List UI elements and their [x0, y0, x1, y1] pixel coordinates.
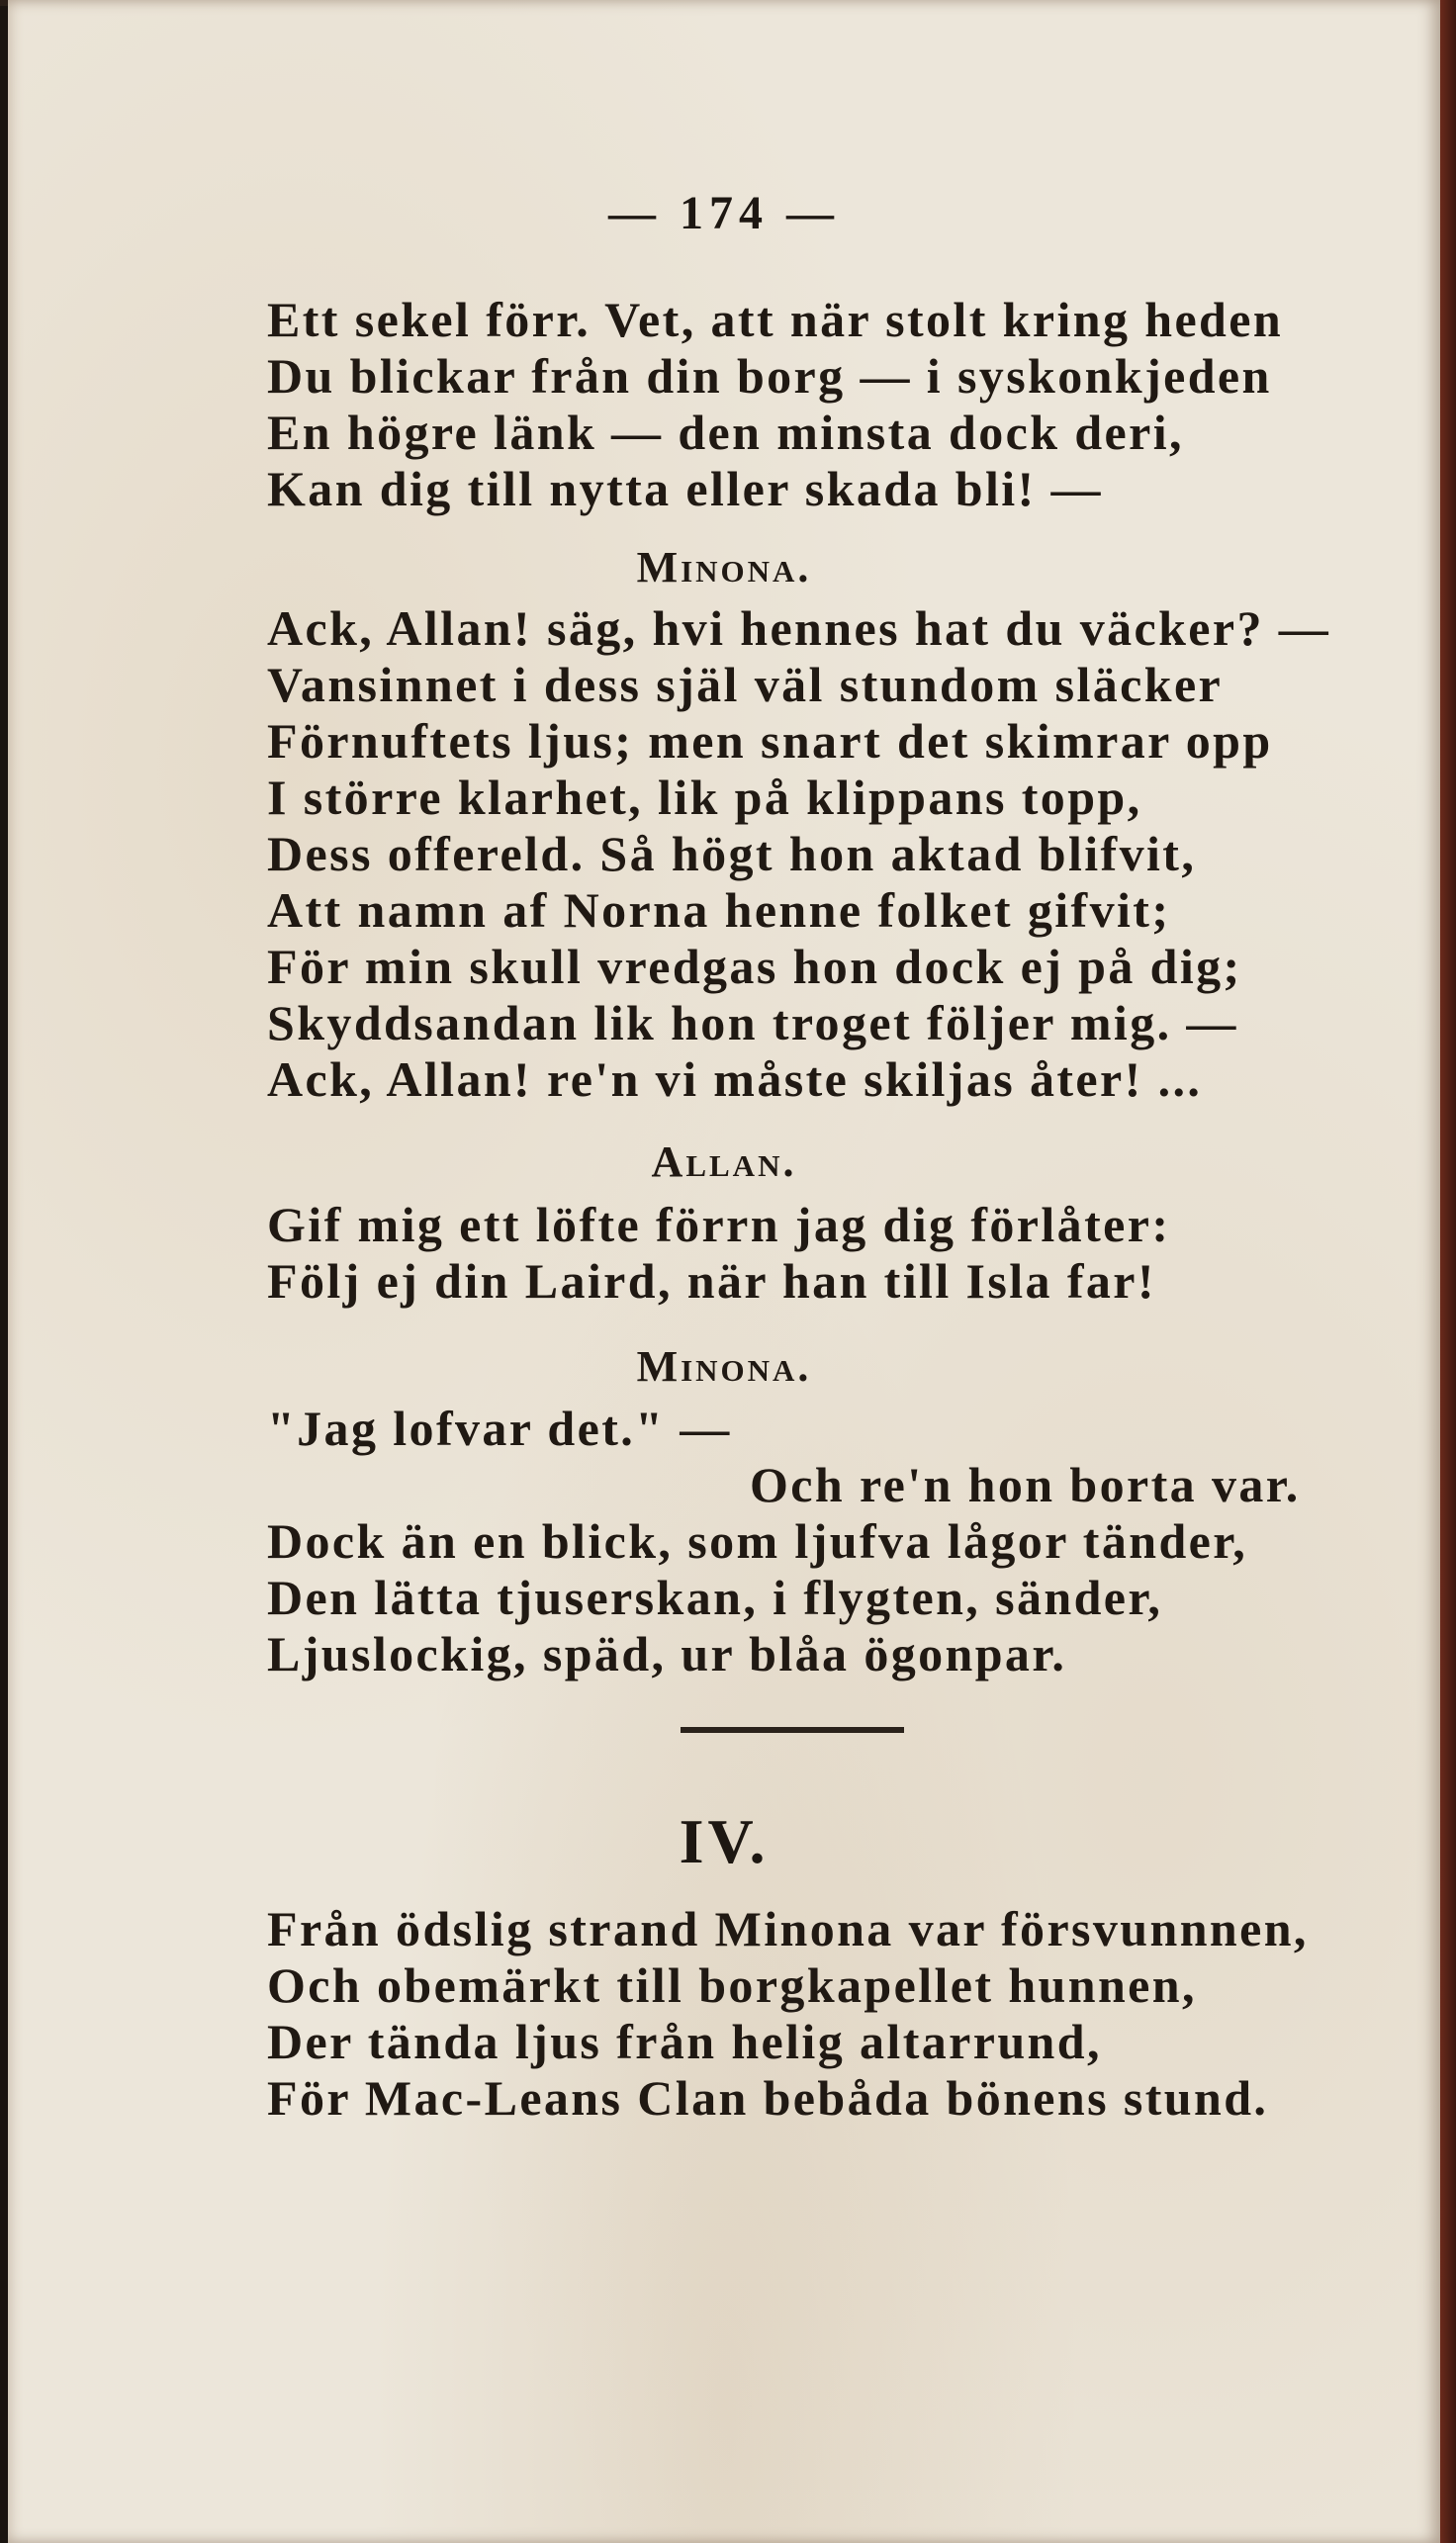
verse-line: Vansinnet i dess själ väl stundom släcker — [267, 657, 1224, 712]
verse-line: Kan dig till nytta eller skada bli! — — [267, 461, 1103, 516]
verse-line: Gif mig ett löfte förrn jag dig förlåter: — [267, 1197, 1171, 1252]
speaker-name: Minona. — [636, 1342, 812, 1391]
verse-line: Den lätta tjuserskan, i flygten, sänder, — [267, 1570, 1163, 1625]
verse-line: Följ ej din Laird, när han till Isla far! — [267, 1253, 1156, 1309]
verse-line: Der tända ljus från helig altarrund, — [267, 2014, 1102, 2069]
verse-line: Och obemärkt till borgkapellet hunnen, — [267, 1957, 1197, 2013]
verse-line: En högre länk — den minsta dock deri, — [267, 405, 1184, 460]
book-binding-edge — [1440, 0, 1456, 2543]
verse-line: I större klarhet, lik på klippans topp, — [267, 770, 1142, 825]
verse-line: Ljuslockig, späd, ur blåa ögonpar. — [267, 1626, 1067, 1681]
book-page — [8, 0, 1440, 2543]
verse-line: För min skull vredgas hon dock ej på dig; — [267, 939, 1242, 994]
verse-line: Ack, Allan! re'n vi måste skiljas åter! ... — [267, 1051, 1203, 1107]
verse-line: Att namn af Norna henne folket gifvit; — [267, 882, 1171, 938]
verse-line: Från ödslig strand Minona var försvunnnen, — [267, 1901, 1309, 1956]
page-number: — 174 — — [608, 187, 840, 239]
verse-line: Förnuftets ljus; men snart det skimrar opp — [267, 713, 1273, 769]
verse-line: Du blickar från din borg — i syskonkjeden — [267, 348, 1272, 404]
section-divider-rule — [681, 1727, 904, 1733]
verse-line: Ack, Allan! säg, hvi hennes hat du väcker? — — [267, 600, 1331, 656]
verse-line: "Jag lofvar det." — — [267, 1401, 732, 1456]
section-number: IV. — [679, 1806, 770, 1876]
verse-line: Dess offereld. Så högt hon aktad blifvit, — [267, 826, 1197, 881]
speaker-name: Allan. — [651, 1137, 797, 1186]
verse-line: Dock än en blick, som ljufva lågor tänder, — [267, 1513, 1248, 1569]
verse-line: Ett sekel förr. Vet, att när stolt kring heden — [267, 292, 1284, 347]
verse-line: För Mac-Leans Clan bebåda bönens stund. — [267, 2070, 1269, 2126]
verse-line: Och re'n hon borta var. — [750, 1457, 1301, 1512]
verse-line: Skyddsandan lik hon troget följer mig. — — [267, 995, 1238, 1050]
speaker-name: Minona. — [636, 543, 812, 591]
